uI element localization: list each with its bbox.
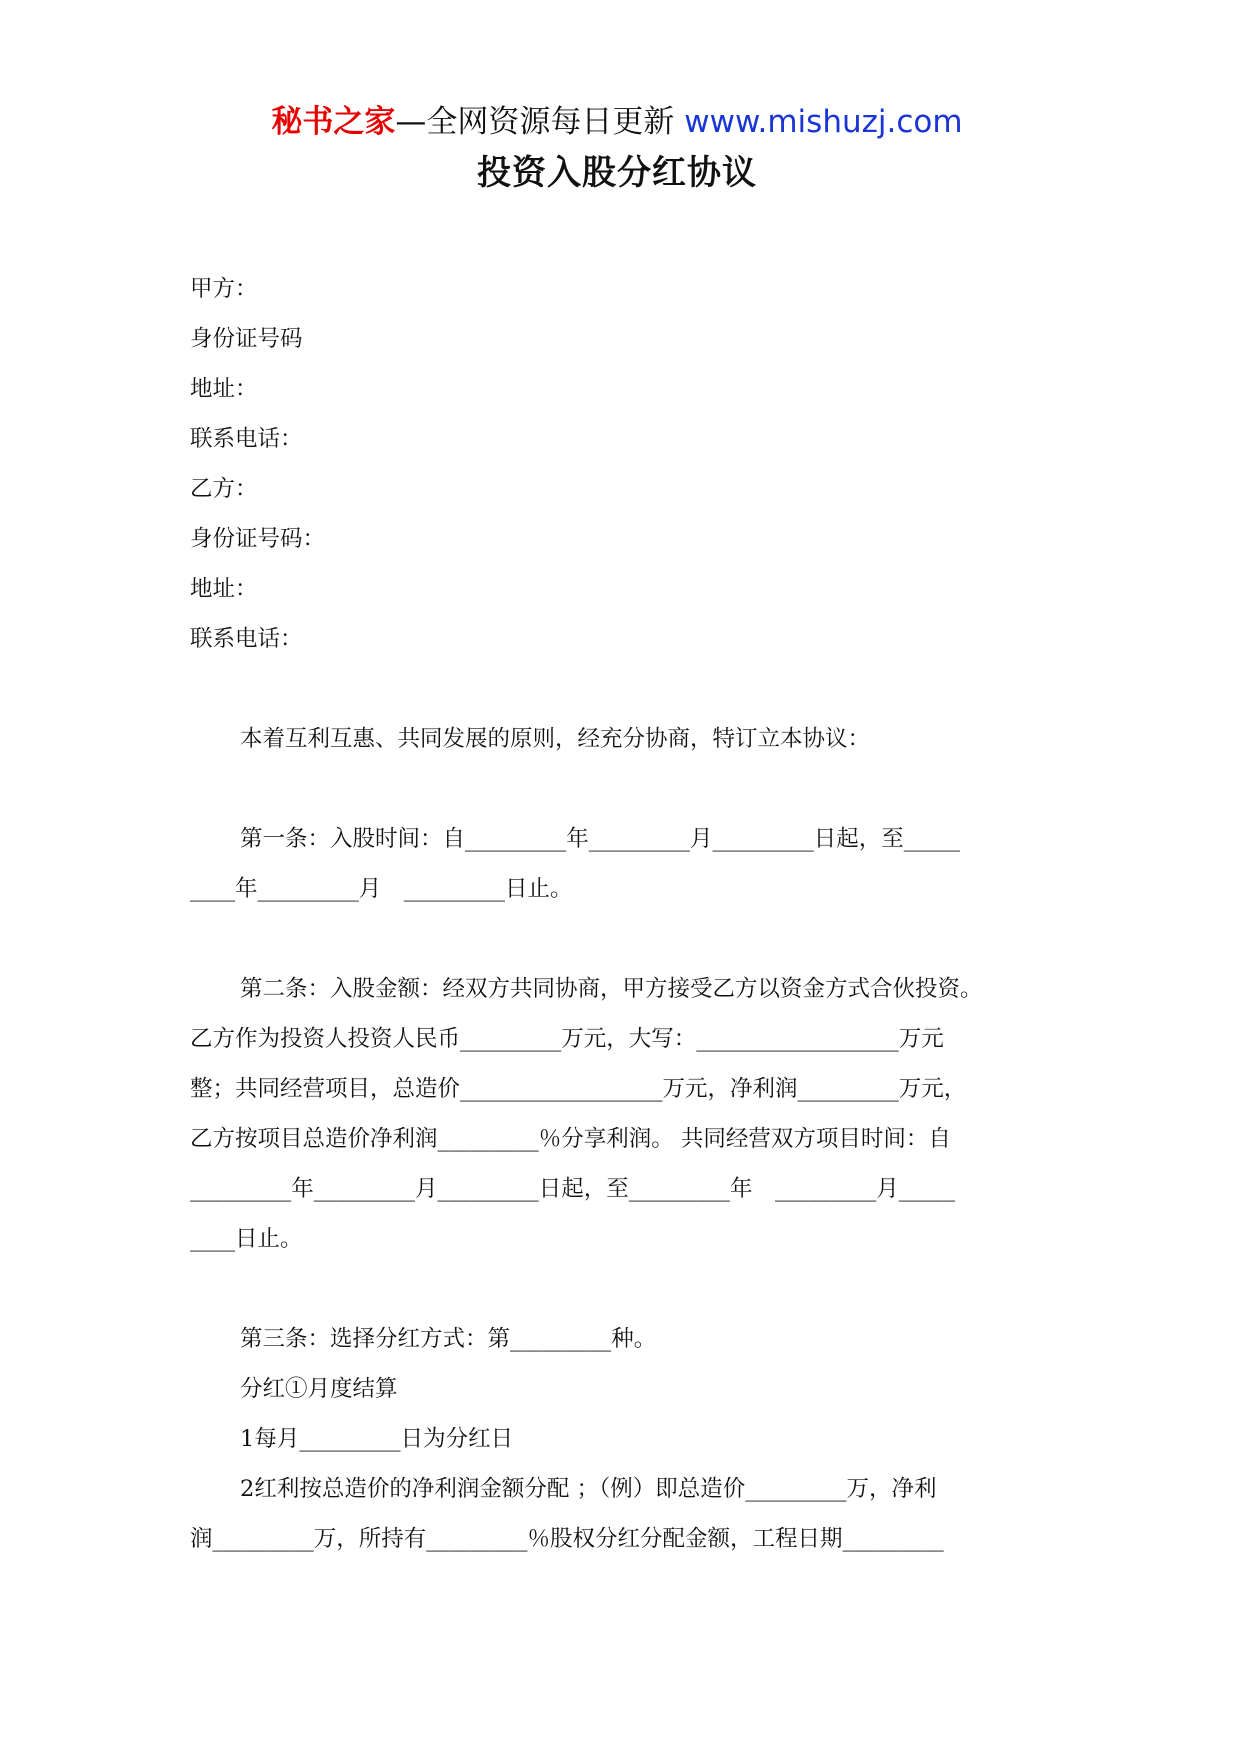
site-banner <box>0 102 1234 142</box>
preamble-paragraph: 本着互利互惠、共同发展的原则，经充分协商，特订立本协议： <box>240 726 871 752</box>
party-a-address-label: 地址： <box>190 376 258 402</box>
article1-line: 第一条：入股时间：自_________年_________月_________日起，至_____ <box>240 826 961 852</box>
article1-line: ____年_________月 _________日止。 <box>190 876 573 902</box>
party-b-phone-label: 联系电话： <box>190 626 303 652</box>
article2-line: ____日止。 <box>190 1226 303 1252</box>
site-slogan: —全网资源每日更新 <box>395 104 685 140</box>
article3-heading: 第三条：选择分红方式：第_________种。 <box>240 1326 657 1352</box>
party-a-name-label: 甲方： <box>190 276 258 302</box>
article2-line: 乙方按项目总造价净利润_________％分享利润。 共同经营双方项目时间：自 <box>190 1126 951 1152</box>
article2-line: 乙方作为投资人投资人民币_________万元，大写：__________________万元 <box>190 1026 944 1052</box>
party-b-address-label: 地址： <box>190 576 258 602</box>
dividend-option1-title: 分红①月度结算 <box>240 1376 398 1402</box>
site-brand: 秘书之家 <box>271 104 396 140</box>
dividend-item1: 1每月_________日为分红日 <box>240 1426 514 1452</box>
party-a-id-label: 身份证号码 <box>190 326 303 352</box>
site-url[interactable]: www.mishuzj.com <box>684 104 963 140</box>
article2-line: _________年_________月_________日起，至_________年 _________月_____ <box>190 1176 956 1202</box>
dividend-item2-line: 润_________万，所持有_________％股权分红分配金额，工程日期_________ <box>190 1526 944 1552</box>
article2-line: 整；共同经营项目，总造价__________________万元，净利润_________万元， <box>190 1076 967 1102</box>
party-a-phone-label: 联系电话： <box>190 426 303 452</box>
document-title: 投资入股分红协议 <box>477 153 757 193</box>
party-b-name-label: 乙方： <box>190 476 258 502</box>
party-b-id-label: 身份证号码： <box>190 526 326 552</box>
dividend-item2-line: 2红利按总造价的净利润金额分配 ；（例）即总造价_________万，净利 <box>240 1476 937 1502</box>
article2-line: 第二条：入股金额：经双方共同协商，甲方接受乙方以资金方式合伙投资。 <box>240 976 983 1002</box>
